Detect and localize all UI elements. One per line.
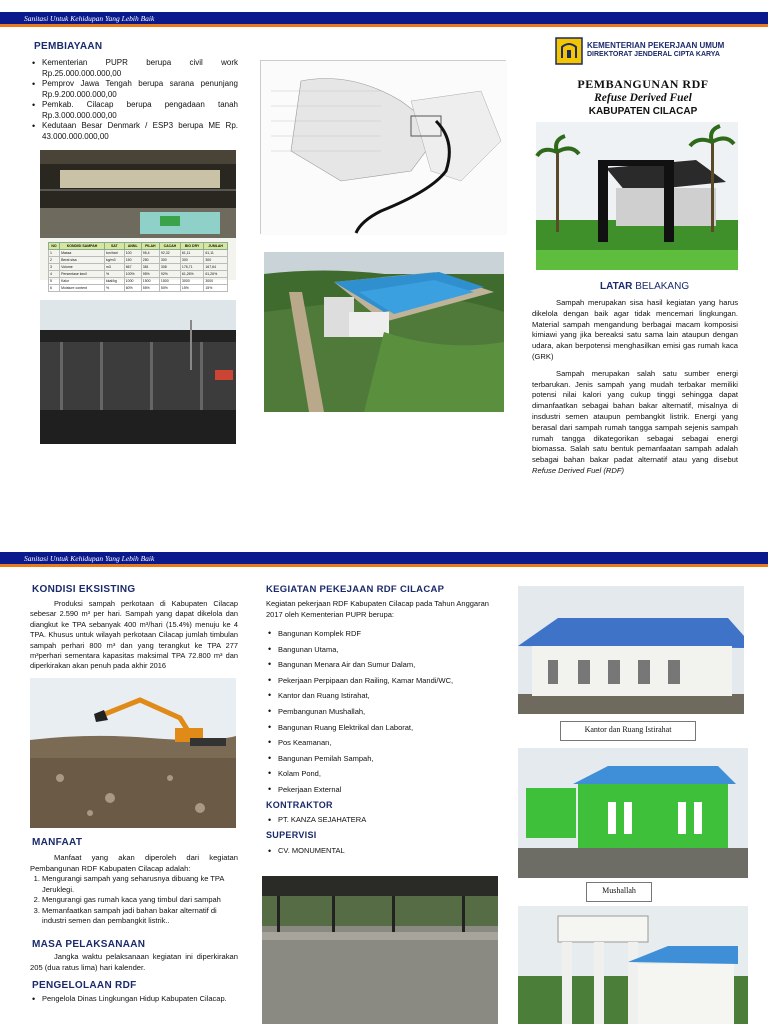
table-cell: 61,11 <box>204 250 228 257</box>
latar-paragraph-2-text: Sampah merupakan salah satu sumber energi terbarukan. Jenis sampah yang mudah terbakar memiliki potensi nilai kalori yang cukup tinggi sehingga dapat dimanfaatkan sebagai bahan bakar alternatif, misalnya di insdustri semen ataupun pembangkit listrik. Energi yang berasal dari sampah rumah tangga sampah sejenis sampah rumah tangga dikategorikan sebagai sebagai energi biomassa. Salah satu bentuk pemanfaatan sampah adalah sebagai bahan bakar padat alternatif atau yang disebut <box>532 368 738 465</box>
header-band-top <box>0 12 768 27</box>
header-band-bottom <box>0 552 768 567</box>
manfaat-list <box>30 874 238 927</box>
construction-interior-photo <box>262 876 498 1024</box>
table-cell: Kalor <box>60 278 105 285</box>
shed-photo <box>40 300 236 444</box>
ministry-line1: KEMENTERIAN PEKERJAAN UMUM <box>587 41 725 50</box>
kegiatan-item: • Kolam Pond, <box>266 766 502 782</box>
ministry-line2: DIREKTORAT JENDERAL CIPTA KARYA <box>587 51 720 58</box>
masa-title: MASA PELAKSANAAN <box>32 939 146 950</box>
table-cell: 308 <box>159 264 180 271</box>
table-cell: 61,11 <box>180 250 203 257</box>
site-plan-drawing <box>260 60 506 234</box>
pembiayaan-item: • Pemprov Jawa Tengah berupa sarana penunjang Rp.9.200.000.000,00 <box>30 79 238 100</box>
kontraktor-list <box>266 815 496 826</box>
kantor-photo <box>518 586 744 714</box>
table-row <box>49 278 228 285</box>
table-row <box>49 264 228 271</box>
pu-logo-icon <box>556 38 582 64</box>
warehouse-table-photo <box>40 150 236 290</box>
table-cell: 300 <box>180 257 203 264</box>
latar-paragraph-1: Sampah merupakan sisa hasil kegiatan yang harus dikelola dengan baik agar tidak mencemari lingkungan. Material sampah mengandung berbagai macam komposisi kimiawi yang jika bereaksi satu sama lain ataupun dengan udara, akan berpotensi menghasilkan emisi gas rumah kaca (GRK) <box>532 298 738 361</box>
table-cell: 15% <box>180 285 203 292</box>
table-header: SAT <box>104 243 124 250</box>
supervisi-item: • CV. MONUMENTAL <box>266 846 496 857</box>
table-cell: 100 <box>124 250 141 257</box>
kegiatan-item: • Pekerjaan External <box>266 782 502 798</box>
table-cell: m3 <box>104 264 124 271</box>
kegiatan-item: • Pembangunan Mushallah, <box>266 704 502 720</box>
table-row <box>49 250 228 257</box>
table-cell: 3000 <box>180 278 203 285</box>
kegiatan-item: • Pos Keamanan, <box>266 735 502 751</box>
table-cell: 3 <box>49 264 60 271</box>
kegiatan-item: • Bangunan Pemilah Sampah, <box>266 751 502 767</box>
cover-title-line1: PEMBANGUNAN RDF <box>577 77 709 91</box>
kantor-caption: Kantor dan Ruang Istirahat <box>560 721 696 741</box>
cover-title-line2: Refuse Derived Fuel <box>594 92 692 104</box>
supervisi-title: SUPERVISI <box>266 830 317 840</box>
table-cell: 300 <box>159 257 180 264</box>
table-header: KONDISI SAMPAH <box>60 243 105 250</box>
table-row <box>49 271 228 278</box>
tagline-top: Sanitasi Untuk Kehidupan Yang Lebih Baik <box>24 14 155 23</box>
latar-title <box>600 281 689 292</box>
table-cell: 60% <box>124 285 141 292</box>
table-cell: 300 <box>204 257 228 264</box>
table-cell: 95,4 <box>141 250 159 257</box>
table-cell: kkal/kg <box>104 278 124 285</box>
kegiatan-item: • Bangunan Ruang Elektrikal dan Laborat, <box>266 720 502 736</box>
table-cell: 55% <box>141 285 159 292</box>
manfaat-item: 2. Mengurangi gas rumah kaca yang timbul dari sampah <box>42 895 238 906</box>
kegiatan-item: • Bangunan Komplek RDF <box>266 626 502 642</box>
water-tower-photo <box>518 906 748 1024</box>
table-cell: 1000 <box>124 278 141 285</box>
table-cell: 667 <box>124 264 141 271</box>
table-row <box>49 285 228 292</box>
kegiatan-item: • Pekerjaan Perpipaan dan Railing, Kamar Mandi/WC, <box>266 673 502 689</box>
table-cell: Moisture content <box>60 285 105 292</box>
table-cell: 15% <box>204 285 228 292</box>
table-header: PILAH <box>141 243 159 250</box>
table-cell: 92,32 <box>159 250 180 257</box>
table-cell: 381 <box>141 264 159 271</box>
table-cell: 250 <box>141 257 159 264</box>
warehouse-interior-image <box>40 150 236 238</box>
kegiatan-item: • Bangunan Utama, <box>266 642 502 658</box>
table-cell: Volume <box>60 264 105 271</box>
rdf-data-table <box>48 242 228 292</box>
mushallah-caption: Mushallah <box>586 882 652 902</box>
table-cell: 61,26% <box>204 271 228 278</box>
pengelolaan-title: PENGELOLAAN RDF <box>32 980 137 991</box>
table-cell: 100% <box>124 271 141 278</box>
pembiayaan-item: • Kementerian PUPR berupa civil work Rp.25.000.000.000,00 <box>30 58 238 79</box>
table-cell: 92% <box>159 271 180 278</box>
latar-paragraph-2-em: Refuse Derived Fuel (RDF) <box>532 465 624 475</box>
mushallah-photo <box>518 748 748 878</box>
table-header: ANNL <box>124 243 141 250</box>
table-cell: 176,71 <box>180 264 203 271</box>
kegiatan-list <box>266 626 502 798</box>
table-cell: Berat sisa <box>60 257 105 264</box>
manfaat-item: 1. Mengurangi sampah yang seharusnya dibuang ke TPA Jeruklegi. <box>42 874 238 895</box>
pembiayaan-title: PEMBIAYAAN <box>34 41 103 52</box>
table-cell: 50% <box>159 285 180 292</box>
table-cell: 1 <box>49 250 60 257</box>
cover-title <box>540 77 746 119</box>
table-cell: 6 <box>49 285 60 292</box>
kontraktor-item: • PT. KANZA SEJAHATERA <box>266 815 496 826</box>
latar-paragraph-2 <box>532 369 738 477</box>
pembiayaan-item: • Kedutaan Besar Denmark / ESP3 berupa ME Rp. 43.000.000.000,00 <box>30 121 238 142</box>
kondisi-title: KONDISI EKSISTING <box>32 584 136 595</box>
latar-title-a: LATAR <box>600 281 633 292</box>
table-cell: % <box>104 271 124 278</box>
table-cell: 95% <box>141 271 159 278</box>
table-cell: ton/hari <box>104 250 124 257</box>
manfaat-intro: Manfaat yang akan diperoleh dari kegiatan Pembangunan RDF Kabupaten Cilacap adalah: <box>30 853 238 873</box>
kontraktor-title: KONTRAKTOR <box>266 800 333 810</box>
kegiatan-item: • Kantor dan Ruang Istirahat, <box>266 688 502 704</box>
cover-title-line3: KABUPATEN CILACAP <box>588 106 698 117</box>
table-row <box>49 257 228 264</box>
kondisi-text: Produksi sampah perkotaan di Kabupaten Cilacap sebesar 2.590 m³ per hari. Sampah yang dapat dikelola dan diangkut ke TPA sebanyak 400 m³/hari (15.4%) menuju ke 4 TPA. Khusus untuk wilayah perkotaan Cilacap jumlah timbulan sampah perhari 800 m³ dan yang terangkut ke TPA 277 m³perhari sementara kapasitas maksimal TPA 72.800 m³ dan diperkirakan akan penuh pada akhir 2016 <box>30 599 238 671</box>
kegiatan-intro: Kegiatan pekerjaan RDF Kabupaten Cilacap pada Tahun Anggaran 2017 oleh Kementerian PUPR berupa: <box>266 599 489 619</box>
table-cell: 61,26% <box>180 271 203 278</box>
table-header: BIO DRY <box>180 243 203 250</box>
table-cell: Massa <box>60 250 105 257</box>
table-cell: 5 <box>49 278 60 285</box>
pembiayaan-list <box>30 58 238 142</box>
table-cell: 3000 <box>204 278 228 285</box>
table-header: JUMLAH <box>204 243 228 250</box>
aerial-site-photo <box>264 252 504 412</box>
cover-render-image <box>536 122 738 270</box>
table-cell: 2 <box>49 257 60 264</box>
table-cell: Persentase kecil <box>60 271 105 278</box>
pengelolaan-item: • Pengelola Dinas Lingkungan Hidup Kabupaten Cilacap. <box>30 994 240 1005</box>
table-cell: % <box>104 285 124 292</box>
tagline-bottom: Sanitasi Untuk Kehidupan Yang Lebih Baik <box>24 554 155 563</box>
table-cell: 150 <box>124 257 141 264</box>
ministry-logo-block <box>556 38 746 64</box>
kegiatan-item: • Bangunan Menara Air dan Sumur Dalam, <box>266 657 502 673</box>
supervisi-list <box>266 846 496 857</box>
table-cell: kg/m3 <box>104 257 124 264</box>
masa-text: Jangka waktu pelaksanaan kegiatan ini diperkirakan 205 (dua ratus lima) hari kalender. <box>30 952 238 972</box>
table-cell: 1500 <box>159 278 180 285</box>
table-cell: 4 <box>49 271 60 278</box>
landfill-excavator-photo <box>30 678 236 828</box>
latar-body <box>532 298 738 477</box>
table-cell: 1500 <box>141 278 159 285</box>
manfaat-item: 3. Memanfaatkan sampah jadi bahan bakar alternatif di industri semen dan pembangkit listrik.. <box>42 906 238 927</box>
table-header: NO <box>49 243 60 250</box>
manfaat-title: MANFAAT <box>32 837 83 848</box>
pengelolaan-list <box>30 994 240 1005</box>
latar-title-b: BELAKANG <box>635 281 690 292</box>
table-header: CACAH <box>159 243 180 250</box>
pembiayaan-item: • Pemkab. Cilacap berupa pengadaan tanah Rp.3.000.000.000,00 <box>30 100 238 121</box>
table-cell: 167,64 <box>204 264 228 271</box>
kegiatan-title: KEGIATAN PEKEJAAN RDF CILACAP <box>266 584 445 595</box>
